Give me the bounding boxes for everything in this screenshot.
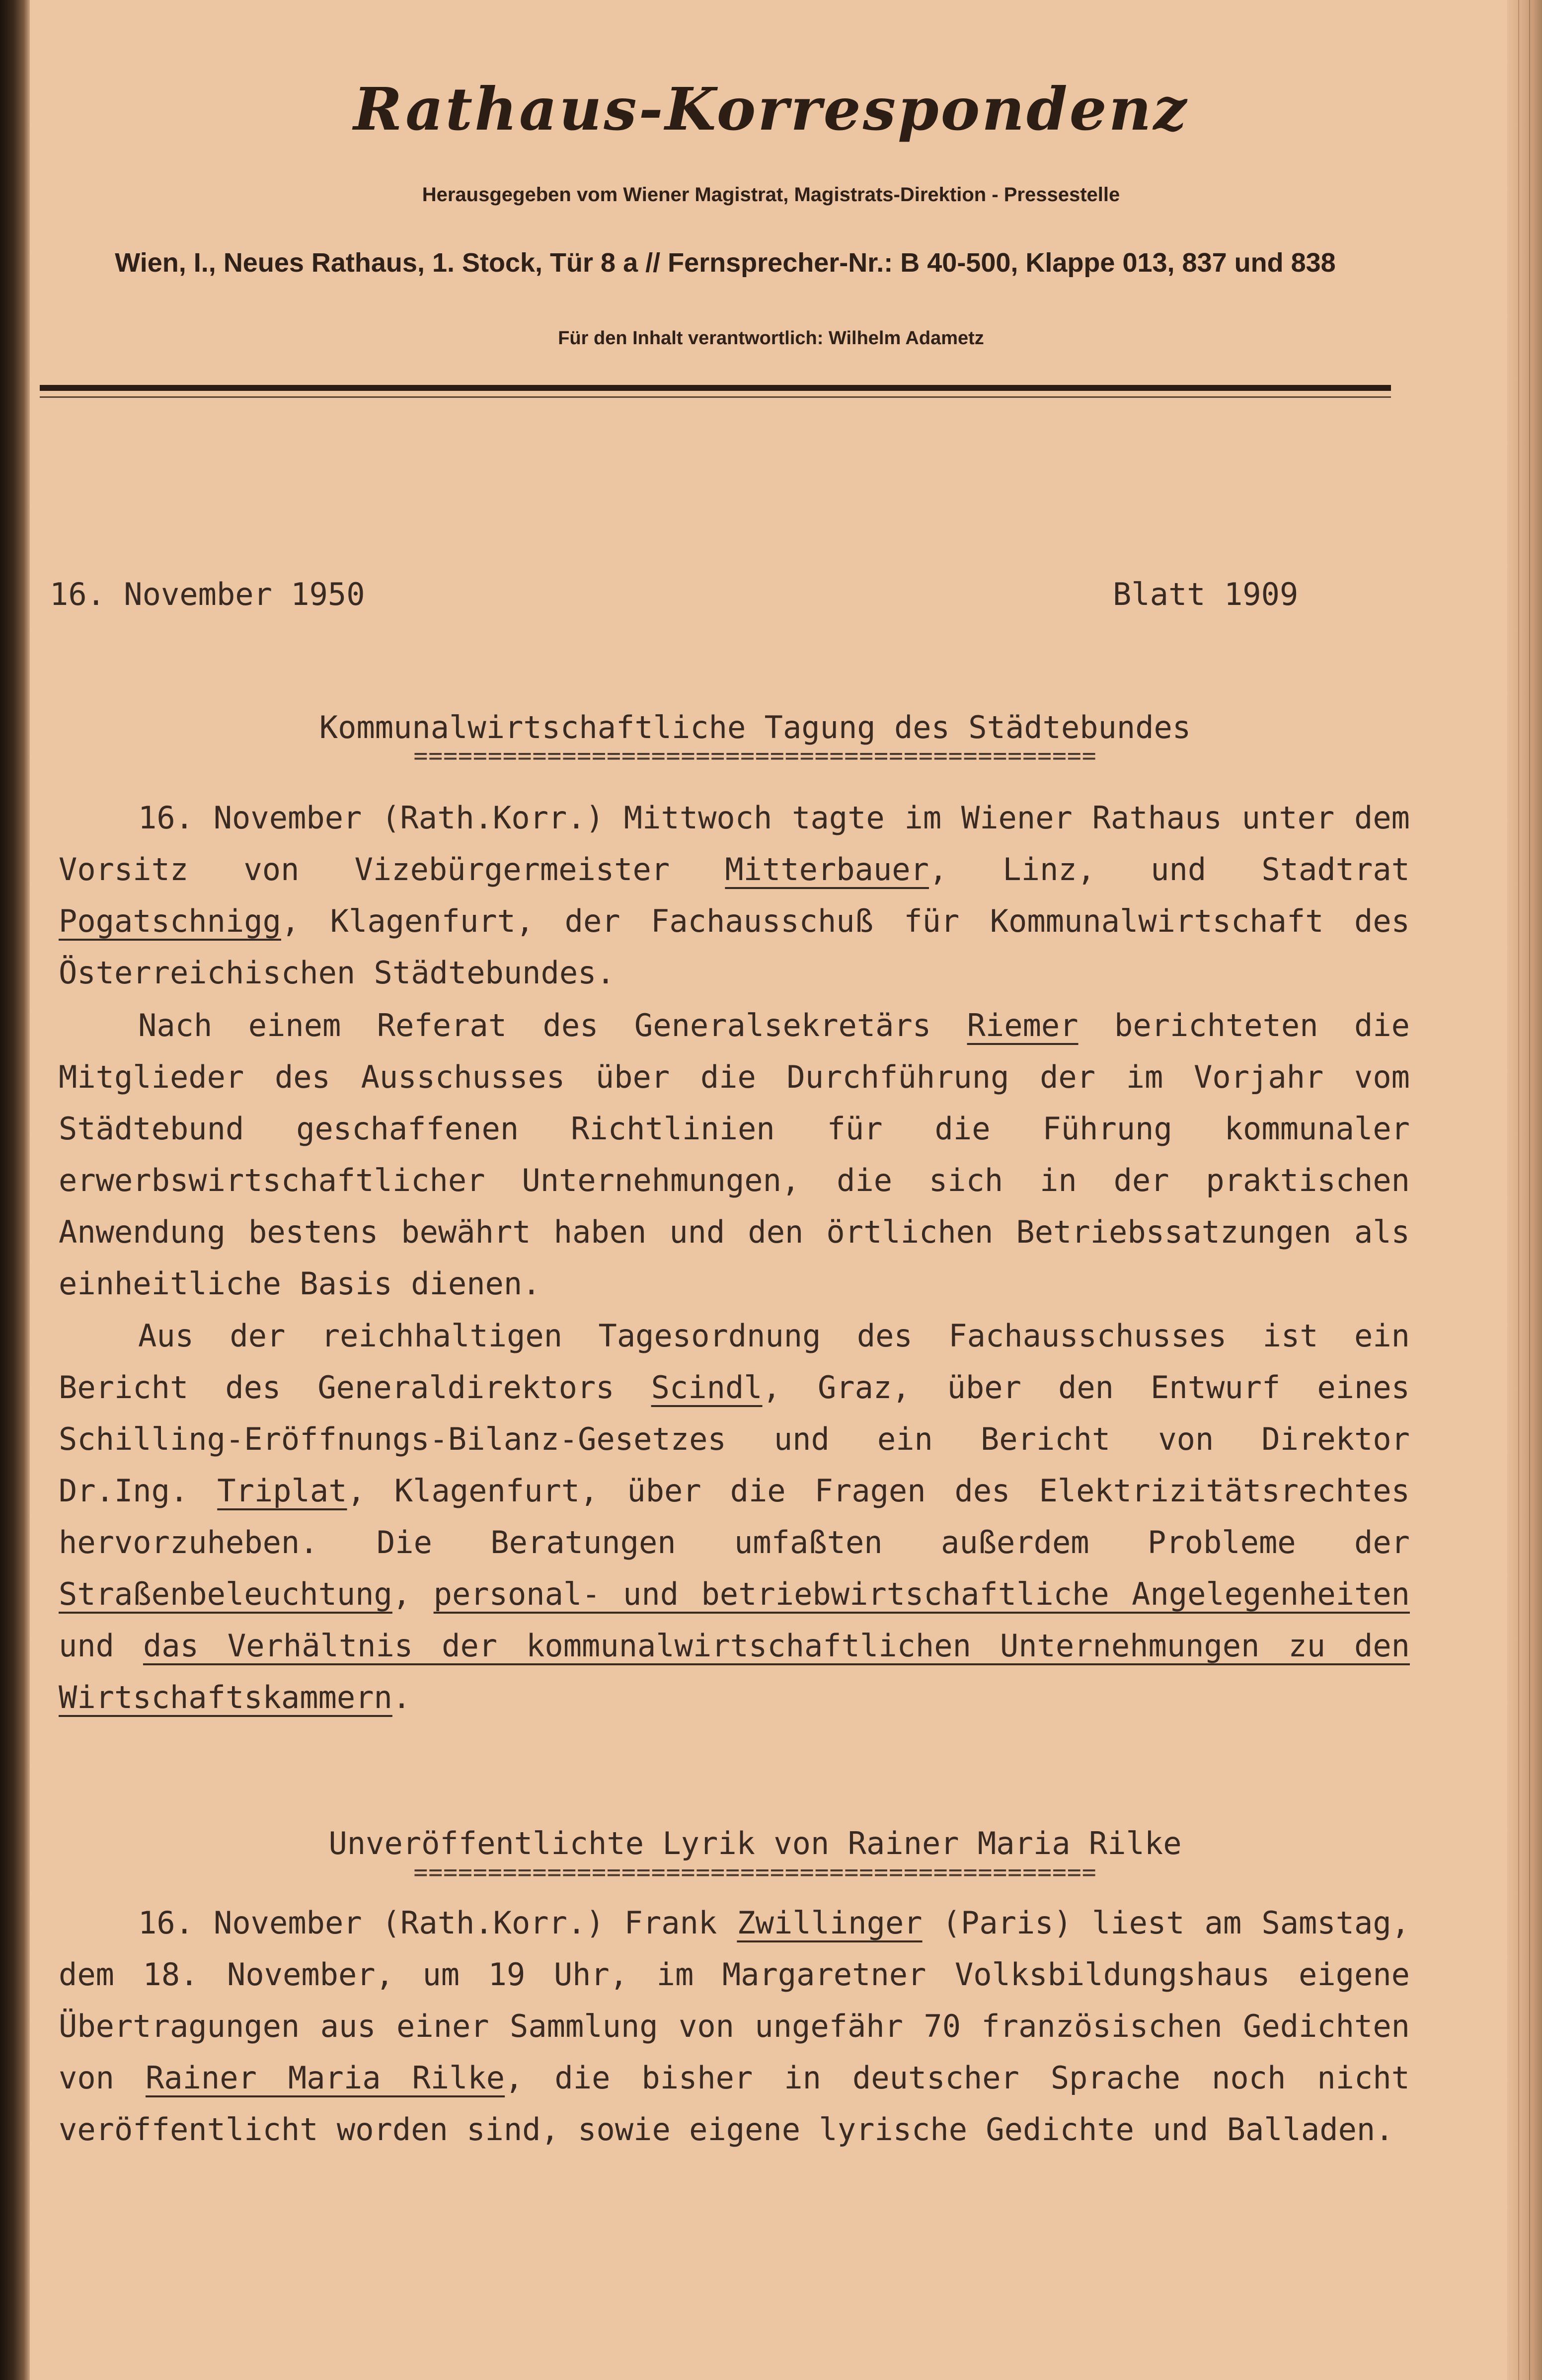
text-run: , Linz, und Stadtrat [928,851,1410,888]
name-scindl: Scindl [651,1369,763,1406]
text-run: , [392,1576,434,1612]
article-1-title-rule: ============================================== [413,742,1097,770]
name-mitterbauer: Mitterbauer [725,851,929,888]
publisher-line: Herausgegeben vom Wiener Magistrat, Magistrats-Direktion - Pressestelle [422,184,1120,206]
name-pogatschnigg: Pogatschnigg [59,903,281,939]
topic-chambers: das Verhältnis der kommunalwirtschaftlichen Unternehmungen zu den Wirtschaftskammern [59,1628,1410,1715]
text-run: Aus der reichhaltigen Tagesordnung des Fachausschusses ist ein Bericht des Generaldirektors [59,1318,1410,1406]
text-run: berichteten die Mitglieder des Ausschusses über die Durchführung der im Vorjahr vom Städtebund geschaffenen Richtlinien für die Führung kommunaler erwerbswirtschaftlicher Unternehmungen, die sich in der praktischen Anwendung bestens bewährt haben und den örtlichen Betriebssatzungen als einheitliche Basis dienen. [59,1007,1410,1302]
text-run: , die bisher in deutscher Sprache noch nicht veröffentlicht worden sind, sowie eigene lyrische Gedichte und Balladen. [59,2060,1410,2148]
text-run: , Klagenfurt, der Fachausschuß für Kommunalwirtschaft des Österreichischen Städtebundes. [59,903,1410,991]
article-1-title: Kommunalwirtschaftliche Tagung des Städtebundes [319,709,1191,745]
name-triplat: Triplat [217,1473,347,1509]
masthead-title: Rathaus-Korrespondenz [353,74,1189,144]
issue-date: 16. November 1950 [50,576,365,612]
name-riemer: Riemer [967,1007,1079,1043]
article-1-paragraph-2 [59,1000,1410,1310]
book-binding [0,0,30,2380]
name-rilke: Rainer Maria Rilke [145,2060,505,2096]
header-rule [40,385,1391,391]
topic-personnel: personal- und betriebwirtschaftliche Angelegenheiten [433,1576,1410,1612]
name-zwillinger: Zwillinger [737,1905,923,1941]
article-2-paragraph-1 [59,1897,1410,2156]
sheet-number: Blatt 1909 [1113,576,1299,612]
article-1-paragraph-1 [59,792,1410,999]
text-run: und [59,1628,143,1664]
text-run: 16. November (Rath.Korr.) Mittwoch tagte im Wiener Rathaus unter dem Vorsitz von Vizebürgermeister [59,800,1410,888]
article-2-title: Unveröffentlichte Lyrik von Rainer Maria Rilke [328,1825,1182,1861]
topic-street-lighting: Straßenbeleuchtung [59,1576,392,1612]
text-run: . [392,1679,411,1715]
address-line: Wien, I., Neues Rathaus, 1. Stock, Tür 8 a // Fernsprecher-Nr.: B 40-500, Klappe 013, 837 und 838 [115,248,1336,278]
text-run: 16. November (Rath.Korr.) Frank [138,1905,737,1941]
text-run: Nach einem Referat des Generalsekretärs [138,1007,967,1043]
article-1-paragraph-3 [59,1310,1410,1723]
text-run: (Paris) liest am Samstag, dem 18. November, um 19 Uhr, im Margaretner Volksbildungshaus eigene Übertragungen aus einer Sammlung von ungefähr 70 französischen Gedichten von [59,1905,1410,2096]
article-2-title-rule: ============================================== [413,1859,1097,1886]
page-edges [1507,0,1542,2380]
text-run: , Klagenfurt, über die Fragen des Elektrizitätsrechtes hervorzuheben. Die Beratungen umfaßten außerdem Probleme der [59,1473,1410,1561]
responsible-line: Für den Inhalt verantwortlich: Wilhelm Adametz [558,328,984,349]
header-rule-thin [40,396,1391,398]
text-run: , Graz, über den Entwurf eines Schilling-Eröffnungs-Bilanz-Gesetzes und ein Bericht von Direktor Dr.Ing. [59,1369,1410,1509]
